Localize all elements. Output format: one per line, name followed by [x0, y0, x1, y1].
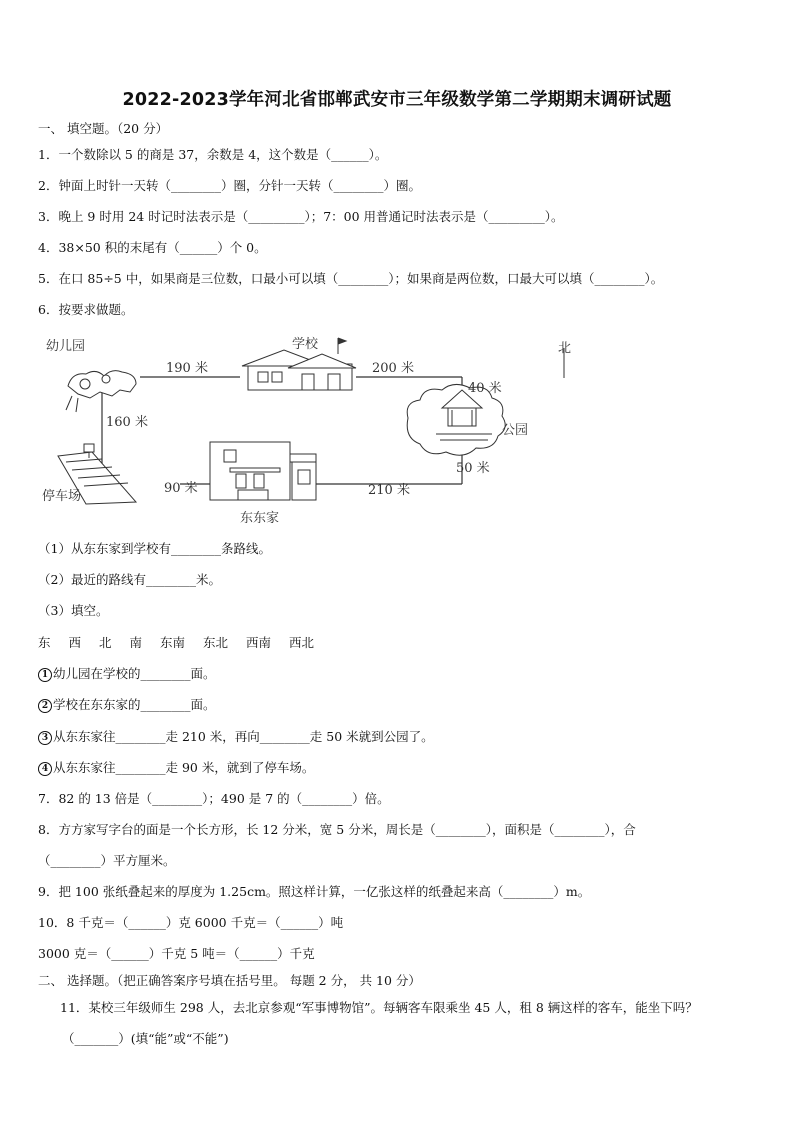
question-11-line-1: 11．某校三年级师生 298 人，去北京参观“军事博物馆”。每辆客车限乘坐 45 人，租 8 辆这样的客车，能坐下吗？ — [60, 1000, 698, 1015]
distance-40: 40 米 — [468, 381, 502, 396]
question-6: 6．按要求做题。 — [38, 302, 134, 317]
distance-210: 210 米 — [368, 483, 410, 498]
circled-number: 1 — [38, 668, 52, 682]
map-label-kindergarten: 幼儿园 — [46, 339, 86, 354]
distance-200: 200 米 — [372, 361, 414, 376]
item-text: 从东东家往________走 210 米，再向________走 50 米就到公园了。 — [53, 729, 434, 744]
distance-190: 190 米 — [166, 361, 208, 376]
question-10-line-2: 3000 克＝（______）千克 5 吨＝（______）千克 — [38, 946, 315, 961]
question-2: 2．钟面上时针一天转（________）圈，分针一天转（________）圈。 — [38, 178, 421, 193]
direction-word: 南 — [129, 635, 143, 650]
home-icon — [210, 442, 316, 500]
route-map — [40, 334, 585, 526]
map-label-home: 东东家 — [240, 511, 280, 526]
item-text: 从东东家往________走 90 米，就到了停车场。 — [53, 760, 315, 775]
question-11-line-2: （_______）(填“能”或“不能”) — [62, 1031, 229, 1046]
map-label-parking: 停车场 — [42, 489, 82, 504]
map-label-north: 北 — [558, 341, 572, 356]
distance-50: 50 米 — [456, 461, 490, 476]
map-label-school: 学校 — [292, 337, 319, 352]
direction-word: 西南 — [246, 635, 272, 650]
distance-90: 90 米 — [164, 481, 198, 496]
question-6-3: （3）填空。 — [38, 603, 109, 618]
question-6-3-item — [38, 729, 434, 745]
question-6-3-item — [38, 760, 314, 776]
section-choice-heading: 二、 选择题。（把正确答案序号填在括号里。 每题 2 分， 共 10 分） — [38, 973, 421, 988]
question-4: 4．38×50 积的末尾有（______）个 0。 — [38, 240, 267, 255]
circled-number: 2 — [38, 699, 52, 713]
question-6-1: （1）从东东家到学校有________条路线。 — [38, 541, 271, 556]
question-8-line-2: （________）平方厘米。 — [38, 853, 176, 868]
question-6-2: （2）最近的路线有________米。 — [38, 572, 221, 587]
item-text: 学校在东东家的________面。 — [53, 697, 216, 712]
question-9: 9．把 100 张纸叠起来的厚度为 1.25cm。照这样计算，一亿张这样的纸叠起来高（________）m。 — [38, 884, 591, 899]
distance-160: 160 米 — [106, 415, 148, 430]
direction-word: 北 — [99, 635, 112, 650]
circled-number: 4 — [38, 762, 52, 776]
question-10-line-1: 10．8 千克＝（______）克 6000 千克＝（______）吨 — [38, 915, 344, 930]
question-5: 5．在口 85÷5 中，如果商是三位数，口最小可以填（________）；如果商是两位数，口最大可以填（________）。 — [38, 271, 664, 286]
question-7: 7．82 的 13 倍是（________）；490 是 7 的（________）倍。 — [38, 791, 390, 806]
circled-number: 3 — [38, 731, 52, 745]
question-8-line-1: 8．方方家写字台的面是一个长方形，长 12 分米，宽 5 分米，周长是（________），面积是（________），合 — [38, 822, 636, 837]
direction-word: 西 — [68, 635, 82, 650]
item-text: 幼儿园在学校的________面。 — [53, 666, 216, 681]
section-fill-in-heading: 一、 填空题。（20 分） — [38, 121, 169, 136]
direction-word: 东 — [38, 635, 51, 650]
question-3: 3．晚上 9 时用 24 时记时法表示是（_________）；7：00 用普通记时法表示是（_________）。 — [38, 209, 564, 224]
direction-words — [38, 635, 328, 651]
question-6-3-item — [38, 666, 216, 682]
direction-word: 东南 — [160, 635, 186, 650]
question-6-3-item — [38, 697, 216, 713]
kindergarten-icon — [66, 371, 136, 412]
direction-word: 东北 — [203, 635, 229, 650]
map-label-park: 公园 — [502, 423, 529, 438]
question-1: 1．一个数除以 5 的商是 37，余数是 4，这个数是（______）。 — [38, 147, 388, 162]
page-title: 2022-2023学年河北省邯郸武安市三年级数学第二学期期末调研试题 — [122, 90, 672, 110]
direction-word: 西北 — [289, 635, 315, 650]
